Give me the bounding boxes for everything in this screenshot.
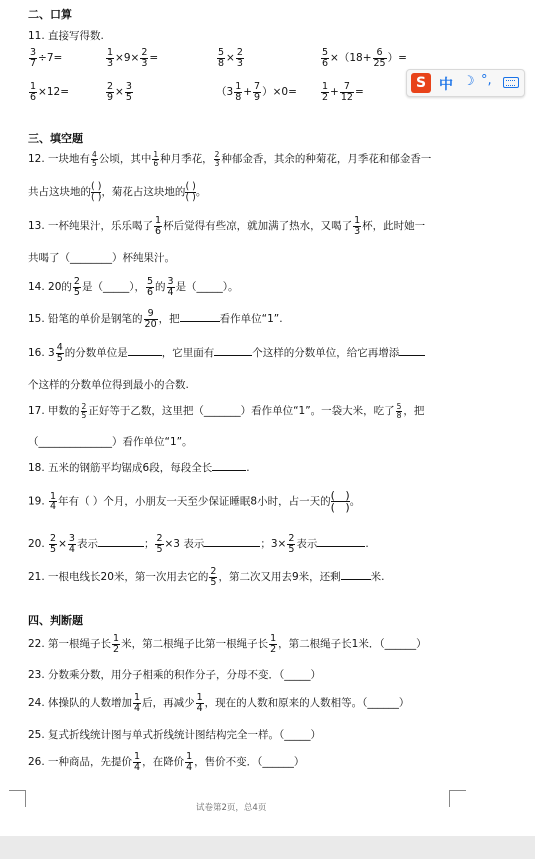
question-20: 20. $\frac{2}{5}$ × $\frac{3}{4}$ 表示 ； $\frac{2}{5}$ ×3 表示 ；3× $\frac{2}{5}$ 表示 . [28,533,369,555]
fraction: $\frac{2}{5}$ [156,533,163,555]
fraction: $\frac{9}{20}$ [144,308,157,330]
fraction: $\frac{5}{8}$ [218,47,225,69]
fraction: $\frac{1}{6}$ [153,150,159,168]
question-12-line-2: 共占这块地的 ( ) ( ) ，菊花占这块地的 ( ) ( ) 。 [28,181,207,203]
question-12: 12. 一块地有 $\frac{4}{5}$ 公顷，其中 $\frac{1}{6}$ 种月季花， $\frac{2}{3}$ 种郁金香，其余的种菊花，月季花和郁金香一 [28,150,432,168]
question-19: 19. $\frac{1}{4}$ 年有（ ）个月，小朋友一天至少保证睡眠8小时，占一天的 ( ) ( ) 。 [28,489,361,514]
fraction: $\frac{2}{5}$ [81,402,87,420]
question-17: 17. 甲数的 $\frac{2}{5}$ 正好等于乙数，这里把（_______）看作单位“1”。一袋大米，吃了 $\frac{5}{8}$ ，把 [28,402,425,420]
fraction: $\frac{1}{2}$ [270,633,277,655]
page-footer: 试卷第2页，总4页 [196,803,267,813]
question-13: 13. 一杯纯果汁，乐乐喝了 $\frac{1}{6}$ 杯后觉得有些凉，就加满了热水，又喝了 $\frac{1}{3}$ 杯，此时她一 [28,215,426,237]
question-21: 21. 一根电线长20米，第一次用去它的 $\frac{2}{5}$ ，第二次又用去9米，还剩 米. [28,566,385,588]
answer-blank[interactable] [399,345,425,356]
fraction: $\frac{1}{3}$ [107,47,114,69]
fraction: $\frac{7}{12}$ [340,81,353,103]
answer-blank[interactable] [180,311,220,322]
fraction: $\frac{1}{2}$ [322,81,329,103]
answer-blank[interactable] [317,536,365,547]
fraction: $\frac{5}{8}$ [396,402,402,420]
question-15: 15. 铅笔的单价是钢笔的 $\frac{9}{20}$ ，把 看作单位“1”. [28,308,283,330]
calc-item-1: $\frac{3}{7}$ ÷7= [30,47,63,69]
fraction: $\frac{1}{6}$ [155,215,162,237]
fraction: $\frac{4}{5}$ [56,342,63,364]
fraction: $\frac{6}{25}$ [373,47,386,69]
question-24: 24. 体操队的人数增加 $\frac{1}{4}$ 后，再减少 $\frac{1}{4}$ ，现在的人数和原来的人数相等。（______） [28,692,410,714]
fraction: $\frac{7}{9}$ [254,81,261,103]
ime-language-toggle[interactable]: 中 [439,77,453,93]
calc-item-7: （3 $\frac{1}{8}$ + $\frac{7}{9}$ ）×0= [216,81,297,103]
answer-blank[interactable] [204,536,260,547]
question-13-line-2: 共喝了（________）杯纯果汁。 [28,252,175,264]
question-18: 18. 五米的钢筋平均锯成6段，每段全长 . [28,462,250,474]
fraction: $\frac{1}{8}$ [235,81,242,103]
section-heading-fill: 三、填空题 [28,132,83,145]
fraction: $\frac{5}{6}$ [322,47,329,69]
fraction: $\frac{1}{4}$ [134,692,141,714]
crop-mark-left [9,790,26,807]
question-22: 22. 第一根绳子长 $\frac{1}{2}$ 米，第二根绳子比第一根绳子长 $\frac{1}{2}$ ，第二根绳子长1米．（______） [28,633,427,655]
calc-item-6: $\frac{2}{9}$ × $\frac{3}{5}$ [107,81,132,103]
fraction: $\frac{1}{4}$ [134,751,141,773]
answer-blank-fraction[interactable]: ( ) ( ) [330,489,350,514]
calc-item-8: $\frac{1}{2}$ + $\frac{7}{12}$ = [322,81,364,103]
sogou-logo-icon[interactable]: S [411,73,431,93]
fraction: $\frac{5}{6}$ [146,276,154,298]
question-26: 26. 一种商品，先提价 $\frac{1}{4}$ ，在降价 $\frac{1}{4}$ ，售价不变．（______） [28,751,305,773]
fraction: $\frac{2}{3}$ [141,47,148,69]
question-16: 16. 3 $\frac{4}{5}$ 的分数单位是 ，它里面有 个这样的分数单位，给它再增添 [28,343,425,363]
ime-toolbar[interactable] [406,69,525,97]
fraction: $\frac{1}{6}$ [30,81,37,103]
fraction: $\frac{3}{5}$ [125,81,132,103]
calc-item-4: $\frac{5}{6}$ ×（18+ $\frac{6}{25}$ ）= [322,47,407,69]
fraction: $\frac{2}{9}$ [107,81,114,103]
answer-blank[interactable] [98,536,144,547]
question-25: 25. 复式折线统计图与单式折线统计图结构完全一样。（_____） [28,729,322,741]
answer-blank[interactable] [212,460,246,471]
question-11 [28,28,104,43]
question-16-line-2: 个这样的分数单位得到最小的合数. [28,379,189,391]
fraction: $\frac{2}{5}$ [73,276,80,298]
section-heading-oral: 二、口算 [28,8,72,21]
question-14: 14. 20的 $\frac{2}{5}$ 是（_____）， $\frac{5}{6}$ 的 $\frac{3}{4}$ 是（_____）。 [28,276,239,298]
fraction: $\frac{1}{3}$ [354,215,361,237]
question-17-line-2: （______________）看作单位“1”。 [28,436,193,448]
calc-item-3: $\frac{5}{8}$ × $\frac{2}{3}$ [218,47,243,69]
calc-item-2: $\frac{1}{3}$ ×9× $\frac{2}{3}$ = [107,47,159,69]
fraction: $\frac{1}{4}$ [50,490,57,512]
fraction: $\frac{1}{4}$ [196,692,203,714]
fraction: $\frac{2}{3}$ [236,47,243,69]
fraction: $\frac{1}{4}$ [186,751,193,773]
fraction: $\frac{3}{4}$ [68,533,75,555]
crop-mark-right [449,790,466,807]
answer-blank[interactable] [128,345,162,356]
calc-item-5: $\frac{1}{6}$ ×12= [30,81,70,103]
question-23: 23. 分数乘分数，用分子相乘的积作分子，分母不变．（_____） [28,669,322,681]
answer-blank-fraction[interactable]: ( ) ( ) [185,181,196,203]
punctuation-icon[interactable]: °, [481,73,492,88]
answer-blank-fraction[interactable]: ( ) ( ) [91,181,102,203]
answer-blank[interactable] [341,569,371,580]
fraction: $\frac{2}{3}$ [214,150,220,168]
keyboard-icon[interactable] [503,77,519,88]
fraction: $\frac{2}{5}$ [50,533,57,555]
fraction: $\frac{3}{4}$ [167,276,174,298]
fraction: $\frac{2}{5}$ [210,566,217,588]
fraction: $\frac{4}{5}$ [92,150,97,168]
answer-blank[interactable] [214,345,252,356]
fraction: $\frac{3}{7}$ [30,47,37,69]
fraction: $\frac{1}{2}$ [113,633,120,655]
half-width-moon-icon[interactable]: ☽ [463,74,475,89]
question-number: 11. [28,30,45,42]
section-heading-judge: 四、判断题 [28,614,83,627]
fraction: $\frac{2}{5}$ [288,533,295,555]
question-text: 直接写得数. [48,30,104,42]
document-view-bottom-edge [0,836,535,859]
